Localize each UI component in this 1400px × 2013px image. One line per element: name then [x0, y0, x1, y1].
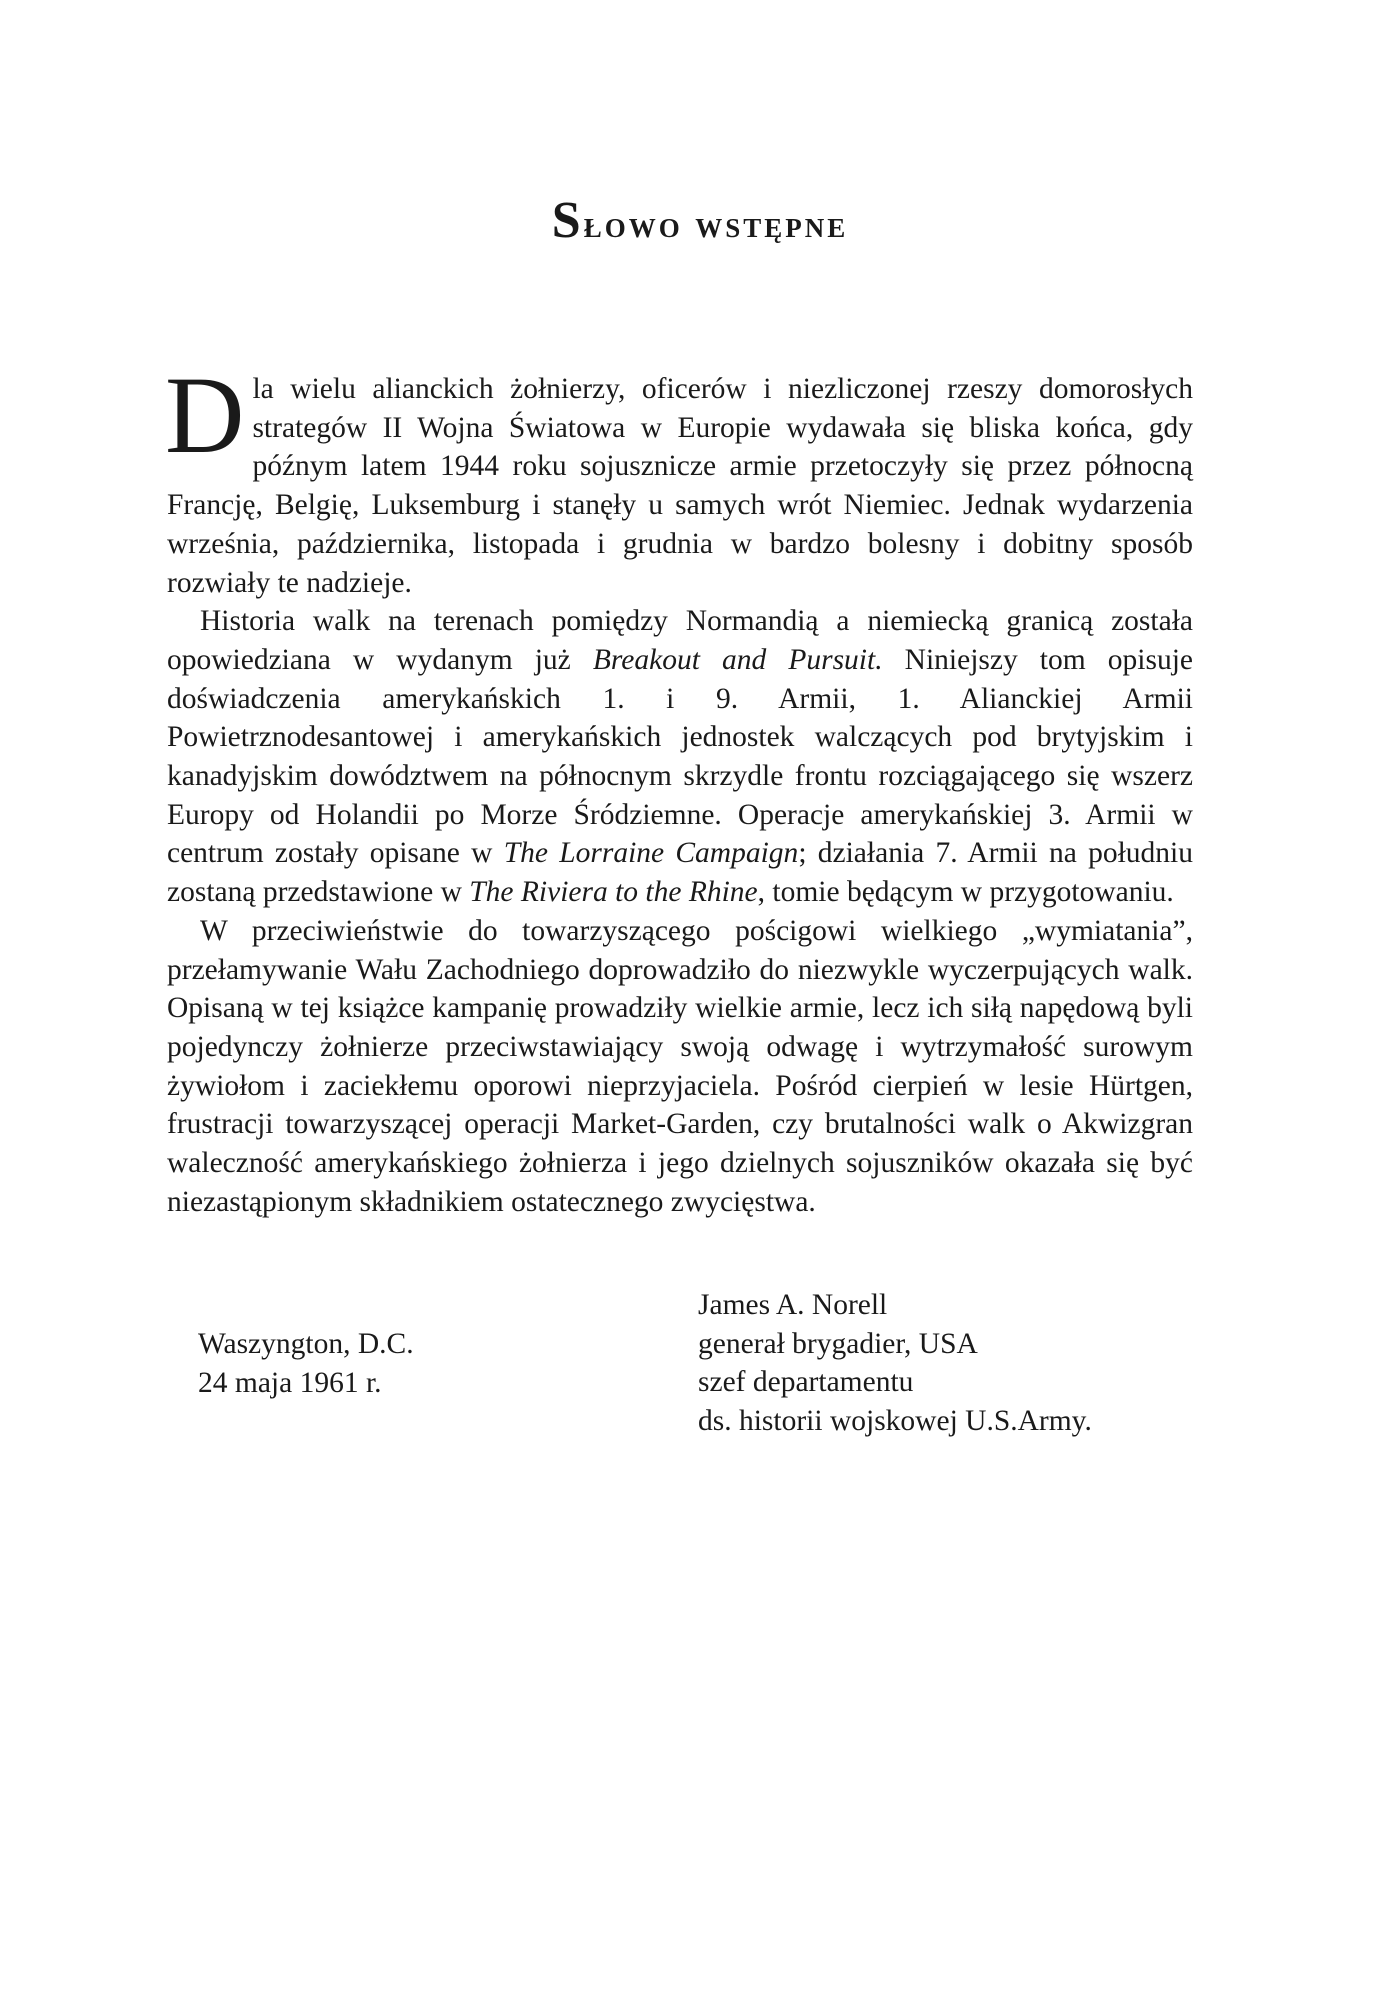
paragraph-2-text-3: ; działania 7. Armii na południu zostaną przedstawione w — [167, 837, 1193, 909]
paragraph-2 — [167, 602, 1193, 912]
book-title-breakout: Breakout and Pursuit. — [592, 643, 883, 676]
signature-place: Waszyngton, D.C. — [198, 1328, 414, 1360]
signature-author — [698, 1286, 1092, 1441]
signature-place-date — [198, 1325, 414, 1402]
paragraph-1 — [165, 354, 1193, 602]
body-text — [165, 354, 1194, 1221]
page-title — [0, 192, 1400, 249]
drop-cap: D — [165, 354, 245, 476]
title-rest: łowo wstępne — [583, 204, 849, 246]
book-title-riviera: The Riviera to the Rhine — [469, 876, 758, 909]
title-first-letter: S — [551, 192, 584, 249]
paragraph-1-text: la wielu alianckich żołnierzy, oficerów i niezliczonej rzeszy domorosłych strategów II Wojna Światowa w Europie wydawała się bliska końca, gdy późnym latem 1944 roku sojusznicze armie przetoczyły się przez północną Francję, Belgię, Luksemburg i stanęły u samych wrót Niemiec. Jednak wydarzenia września, października, listopada i grudnia w bardzo bolesny i dobitny sposób rozwiały te nadzieje. — [167, 373, 1193, 599]
paragraph-2-text-2: Niniejszy tom opisuje doświadczenia amerykańskich 1. i 9. Armii, 1. Alianckiej Armii Powietrznodesantowej i amerykańskich jednostek walczących pod brytyjskim i kanadyjskim dowództwem na północnym skrzydle frontu rozciągającego się wszerz Europy od Holandii po Morze Śródziemne. Operacje amerykańskiej 3. Armii w centrum zostały opisane w — [167, 643, 1194, 870]
signature-date: 24 maja 1961 r. — [198, 1366, 382, 1399]
paragraph-3: W przeciwieństwie do towarzyszącego pościgowi wielkiego „wymiatania”, przełamywanie Wału Zachodniego doprowadziło do niezwykle wyczerpujących walk. Opisaną w tej książce kampanię prowadziły wielkie armie, lecz ich siłą napędową byli pojedynczy żołnierze przeciwstawiający swoją odwagę i wytrzymałość surowym żywiołom i zaciekłemu oporowi nieprzyjaciela. Pośród cierpień w lesie Hürtgen, frustracji towarzyszącej operacji Market-Garden, czy brutalności walk o Akwizgran waleczność amerykańskiego żołnierza i jego dzielnych sojuszników okazała się być niezastąpionym składnikiem ostatecznego zwycięstwa. — [167, 914, 1193, 1218]
author-rank: generał brygadier, USA — [698, 1327, 978, 1360]
book-title-lorraine: The Lorraine Campaign — [503, 837, 799, 870]
author-position-1: szef departamentu — [698, 1366, 914, 1399]
author-position-2: ds. historii wojskowej U.S.Army. — [698, 1405, 1092, 1438]
paragraph-2-text-1: Historia walk na terenach pomiędzy Normandią a niemiecką granicą została opowiedziana w wydanym już — [167, 605, 1193, 676]
author-name: James A. Norell — [698, 1289, 888, 1321]
paragraph-2-text-4: , tomie będącym w przygotowaniu. — [757, 876, 1174, 909]
